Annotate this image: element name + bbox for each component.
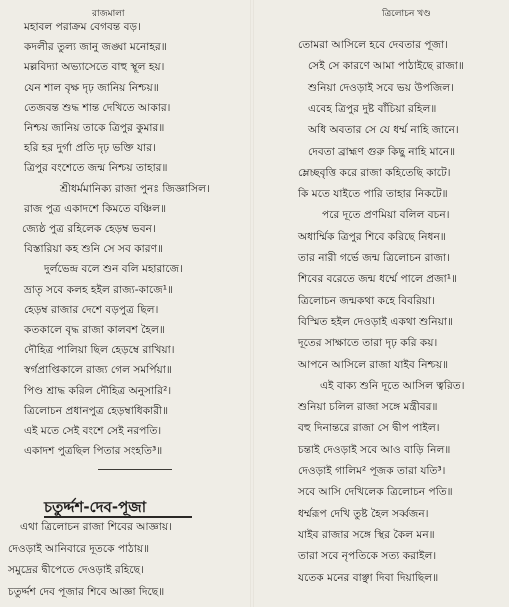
verse-line: কদলীর তুল্য জানু জঙ্ঘা মনোহর॥ <box>24 41 167 54</box>
verse-line: সবে আসি দেখিলেক ত্রিলোচন পতি॥ <box>298 486 453 499</box>
verse-line: ত্রিলোচন জন্মকথা কহে বিবরিয়া। <box>298 294 436 307</box>
section-heading: চতুর্দ্দশ-দেব-পূজা <box>44 498 147 516</box>
verse-line: শ্রীধর্মমানিক্য রাজা পুনঃ জিজ্ঞাসিল। <box>60 182 210 195</box>
verse-line: দেওড়াই আনিবারে দূতকে পাঠায়॥ <box>8 542 150 555</box>
verse-line: আপনে আসিলে রাজা যাইব নিশ্চয়॥ <box>298 358 449 371</box>
verse-line: কতকালে বৃদ্ধ রাজা কালবশ হৈল॥ <box>24 324 165 336</box>
section-divider <box>98 469 172 470</box>
verse-line: হরি হর দুর্গা প্রতি দৃঢ় ভক্তি যার। <box>24 142 156 155</box>
left-running-header: রাজমালা <box>92 9 125 19</box>
verse-line: কি মতে যাইতে পারি তাহার নিকটে॥ <box>298 188 448 201</box>
verse-line: যাইব রাজার সঙ্গে স্থির কৈল মন॥ <box>298 528 435 541</box>
verse-line: জ্যেষ্ঠ পুত্র রহিলেক হেড়ম্ব ভবন। <box>22 223 156 235</box>
verse-line: শুনিয়া দেওড়াই সবে ভয় উপজিল। <box>308 81 454 94</box>
verse-line: দুর্লভেন্দ্র বলে শুন বলি মহারাজে। <box>44 263 183 276</box>
verse-line: তারা সবে নৃপতিকে সত্য করাইল। <box>298 550 437 563</box>
verse-line: অধার্ম্মিক ত্রিপুর শিবে করিছে নিধন॥ <box>298 230 446 243</box>
verse-line: দেবতা ব্রাহ্মণ গুরু কিছু নাহি মানে॥ <box>308 145 456 158</box>
verse-line: এই মতে সেই বংশে সেই নরপতি। <box>24 425 162 437</box>
verse-line: বিস্তারিয়া কহ শুনি সে সব কারণ॥ <box>24 243 163 256</box>
verse-line: একাদশ পুত্রছিল পিতার সংহতি³॥ <box>24 445 163 458</box>
verse-line: মল্লবিদ্যা অভ্যাসেতে বাহু স্থূল হয়। <box>24 61 165 74</box>
verse-line: মহাবল পরাক্রম বেগবন্ত বড়। <box>24 21 141 33</box>
verse-line: স্বর্গপ্রাপ্তিকালে রাজ্য গেল সমর্পিয়া॥ <box>24 364 172 377</box>
verse-line: তোমরা আসিলে হবে দেবতার পূজা। <box>298 39 448 51</box>
verse-line: এই বাক্য শুনি দূতে আসিল ত্বরিত। <box>320 379 465 392</box>
verse-line: দূতের সাক্ষাতে তারা দৃঢ় করি কয়। <box>298 337 438 350</box>
verse-line: ভ্রাতৃ সবে কলহ হইল রাজ্য-কাজে¹॥ <box>24 283 173 296</box>
verse-line: হেড়ম্ব রাজার দেশে বড়পুত্র ছিল। <box>24 303 159 316</box>
verse-line: বিস্মিত হইল দেওড়াই একথা শুনিয়া॥ <box>298 315 453 328</box>
verse-line: ত্রিলোচন প্রধানপুত্র হেড়ম্বাধিকারী॥ <box>24 404 169 417</box>
verse-line: তার নারী গর্ভে জন্ম ত্রিলোচন রাজা। <box>298 252 450 264</box>
verse-line: সমুদ্রের দ্বীপেতে দেওড়াই রহিছে। <box>8 564 144 576</box>
verse-line: দেওড়াই গালিম² পূজক তারা যতি³। <box>298 465 446 477</box>
verse-line: সেই সে কারণে আমা পাঠাইছে রাজা॥ <box>308 60 464 73</box>
verse-line: নিশ্চয় জানিয় তাকে ত্রিপুর কুমার॥ <box>24 122 165 134</box>
verse-line: পিণ্ড শ্রাদ্ধ করিল দৌহিত্র অনুসারি²। <box>24 384 172 397</box>
verse-line: তেজবন্ত শুদ্ধ শান্ত দেখিতে আকার। <box>24 101 171 114</box>
verse-line: চতুর্দ্দশ দেব পূজার শিবে আজ্ঞা দিছে॥ <box>8 585 165 598</box>
section-heading-underline <box>44 516 192 518</box>
verse-line: দৌহিত্র পালিয়া ছিল হেড়ম্বে রাখিয়া। <box>24 344 175 357</box>
verse-line: যেন শাল বৃক্ষ দৃঢ় জানিয় নিশ্চয়॥ <box>24 81 159 94</box>
verse-line: এবেহ ত্রিপুর দুষ্ট বাঁচিয়া রহিল॥ <box>308 102 437 115</box>
right-running-header: ত্রিলোচন খণ্ড <box>382 9 431 19</box>
verse-line: বহু দিনান্তরে রাজা সে দ্বীপ পাইল। <box>298 422 440 435</box>
verse-line: ম্লেচ্ছবৃত্তি করে রাজা কহিতেছি কাটে। <box>298 166 451 179</box>
verse-line: অধি অবতার সে যে ধর্ম্ম নাহি জানে। <box>308 124 459 137</box>
verse-line: রাজ পুত্র একাদশে কিমতে বঞ্চিল॥ <box>24 202 167 215</box>
verse-line: ধর্ম্মরূপ দেখি তুষ্ট হৈল সর্ব্বজন। <box>298 507 429 520</box>
verse-line: শিবের বরেতে জন্ম ধর্ম্মে পালে প্রজা¹॥ <box>298 273 457 286</box>
verse-line: শুনিয়া চলিল রাজা সঙ্গে মন্ত্রীবর॥ <box>298 401 438 414</box>
verse-line: এথা ত্রিলোচন রাজা শিবের আজ্ঞায়। <box>20 521 172 533</box>
verse-line: যতেক মনের বাঞ্ছা দিবা দিয়াছিল॥ <box>298 571 439 584</box>
verse-line: চন্তাই দেওড়াই সবে আও বাড়ি নিল॥ <box>298 443 451 456</box>
book-gutter <box>250 0 254 607</box>
verse-line: ত্রিপুর বংশেতে জন্ম নিশ্চয় তাহার॥ <box>24 162 168 175</box>
verse-line: পরে দূতে প্রণমিয়া বলিল বচন। <box>322 209 450 222</box>
